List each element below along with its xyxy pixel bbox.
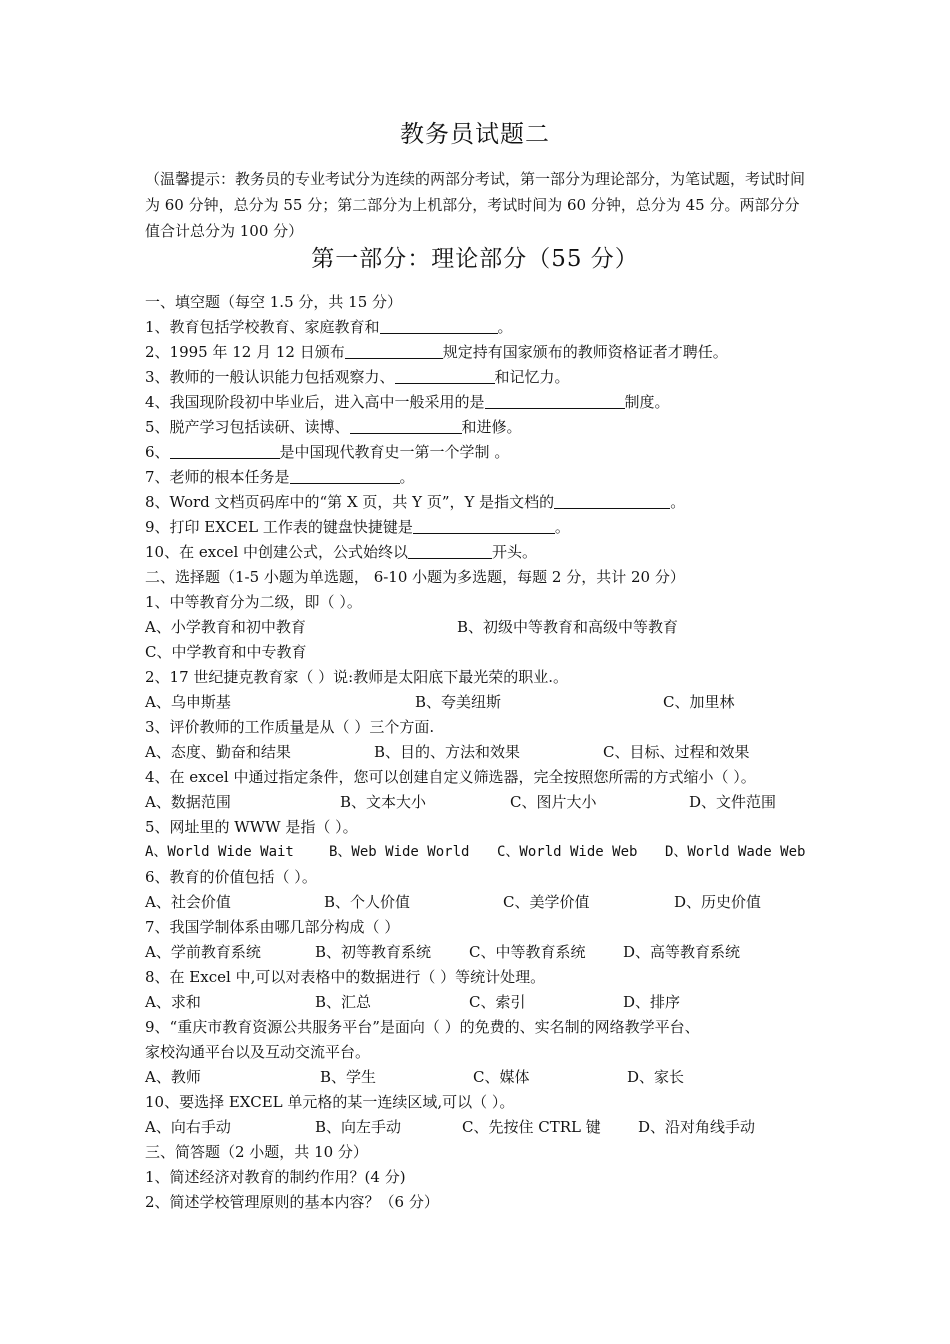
answer-blank — [485, 392, 625, 409]
choice-stem-5: 5、网址里的 WWW 是指（ ）。 — [145, 818, 358, 836]
answer-blank — [350, 417, 462, 434]
option-a: A、教师 — [145, 1068, 201, 1086]
choice-options-2 — [145, 690, 825, 715]
choice-stem-9-cont: 家校沟通平台以及互动交流平台。 — [145, 1043, 371, 1061]
fill-text: 。 — [670, 493, 686, 511]
fill-text: 7、老师的根本任务是 — [145, 468, 290, 486]
choice-options-6 — [145, 890, 825, 915]
section-heading-choice: 二、选择题（1-5 小题为单选题， 6-10 小题为多选题，每题 2 分，共计 20 分） — [145, 568, 685, 586]
option-c: C、美学价值 — [503, 893, 590, 911]
choice-stem-2: 2、17 世纪捷克教育家（ ）说:教师是太阳底下最光荣的职业.。 — [145, 668, 568, 686]
choice-options-1 — [145, 615, 825, 640]
fill-text: 。 — [497, 318, 513, 336]
option-b: B、初级中等教育和高级中等教育 — [457, 618, 679, 636]
fill-text: 开头。 — [492, 543, 538, 561]
option-a: A、社会价值 — [145, 893, 231, 911]
option-b: B、文本大小 — [340, 793, 427, 811]
option-d: D、历史价值 — [674, 893, 762, 911]
fill-text: 。 — [554, 518, 570, 536]
answer-blank — [345, 342, 443, 359]
choice-stem-6: 6、教育的价值包括（ ）。 — [145, 868, 317, 886]
fill-question-3 — [145, 365, 825, 390]
option-a: A、乌申斯基 — [145, 693, 231, 711]
option-d: D、沿对角线手动 — [638, 1118, 756, 1136]
choice-options-10 — [145, 1115, 825, 1140]
answer-blank — [395, 367, 495, 384]
option-b: B、目的、方法和效果 — [374, 743, 521, 761]
choice-options-5 — [145, 840, 825, 865]
answer-blank — [170, 442, 280, 459]
option-a: A、小学教育和初中教育 — [145, 618, 306, 636]
option-d: D、排序 — [623, 993, 681, 1011]
fill-question-10 — [145, 540, 825, 565]
answer-blank — [290, 467, 400, 484]
fill-text: 和进修。 — [461, 418, 522, 436]
fill-text: 规定持有国家颁布的教师资格证者才聘任。 — [442, 343, 728, 361]
choice-stem-4: 4、在 excel 中通过指定条件，您可以创建自定义筛选器，完全按照您所需的方式缩小（ ）。 — [145, 768, 756, 786]
option-b: B、个人价值 — [324, 893, 411, 911]
fill-question-2 — [145, 340, 825, 365]
page-title: 教务员试题二 — [400, 120, 550, 148]
fill-text: 10、在 excel 中创建公式，公式始终以 — [145, 543, 409, 561]
option-c: C、World Wide Web — [497, 844, 638, 860]
option-c: C、媒体 — [473, 1068, 530, 1086]
fill-text: 2、1995 年 12 月 12 日颁布 — [145, 343, 345, 361]
option-b: B、Web Wide World — [329, 844, 470, 860]
answer-blank — [380, 317, 498, 334]
option-d: D、World Wade Web — [665, 844, 806, 860]
exam-body — [145, 290, 825, 1215]
option-b: B、汇总 — [315, 993, 372, 1011]
fill-question-4 — [145, 390, 825, 415]
fill-text: 3、教师的一般认识能力包括观察力、 — [145, 368, 395, 386]
option-b: B、向左手动 — [315, 1118, 402, 1136]
choice-options-8 — [145, 990, 825, 1015]
option-c: C、索引 — [469, 993, 526, 1011]
choice-options-4 — [145, 790, 825, 815]
fill-question-8 — [145, 490, 825, 515]
choice-stem-9: 9、“重庆市教育资源公共服务平台”是面向（ ）的免费的、实名制的网络教学平台、 — [145, 1018, 700, 1036]
fill-text: 6、 — [145, 443, 170, 461]
option-b: B、夸美纽斯 — [415, 693, 502, 711]
fill-text: 8、Word 文档页码库中的“第 X 页，共 Y 页”，Y 是指文档的 — [145, 493, 555, 511]
option-d: D、文件范围 — [689, 793, 777, 811]
option-a: A、数据范围 — [145, 793, 231, 811]
choice-stem-7: 7、我国学制体系由哪几部分构成（ ） — [145, 918, 400, 936]
option-a: A、World Wide Wait — [145, 844, 294, 860]
option-d: D、高等教育系统 — [623, 943, 741, 961]
short-question-2: 2、简述学校管理原则的基本内容？（6 分） — [145, 1193, 439, 1211]
fill-question-5 — [145, 415, 825, 440]
fill-question-7 — [145, 465, 825, 490]
option-a: A、向右手动 — [145, 1118, 231, 1136]
answer-blank — [408, 542, 492, 559]
option-c: C、加里林 — [663, 693, 735, 711]
fill-text: 。 — [399, 468, 415, 486]
option-c: C、中等教育系统 — [469, 943, 586, 961]
choice-stem-3: 3、评价教师的工作质量是从（ ）三个方面. — [145, 718, 435, 736]
option-b: B、初等教育系统 — [315, 943, 432, 961]
choice-options-3 — [145, 740, 825, 765]
option-d: D、家长 — [627, 1068, 685, 1086]
fill-question-9 — [145, 515, 825, 540]
option-a: A、求和 — [145, 993, 201, 1011]
choice-options-9 — [145, 1065, 825, 1090]
option-c: C、目标、过程和效果 — [603, 743, 750, 761]
fill-text: 1、教育包括学校教育、家庭教育和 — [145, 318, 380, 336]
answer-blank — [554, 492, 670, 509]
fill-text: 是中国现代教育史一第一个学制 。 — [279, 443, 510, 461]
fill-question-6 — [145, 440, 825, 465]
option-c: C、中学教育和中专教育 — [145, 643, 307, 661]
short-question-1: 1、简述经济对教育的制约作用？(4 分) — [145, 1168, 406, 1186]
choice-stem-10: 10、要选择 EXCEL 单元格的某一连续区域,可以（ ）。 — [145, 1093, 515, 1111]
section-heading-short: 三、简答题（2 小题，共 10 分） — [145, 1143, 368, 1161]
fill-text: 4、我国现阶段初中毕业后，进入高中一般采用的是 — [145, 393, 485, 411]
choice-stem-8: 8、在 Excel 中,可以对表格中的数据进行（ ）等统计处理。 — [145, 968, 546, 986]
option-c: C、先按住 CTRL 键 — [462, 1118, 601, 1136]
fill-text: 制度。 — [624, 393, 670, 411]
fill-text: 9、打印 EXCEL 工作表的键盘快捷键是 — [145, 518, 413, 536]
choice-options-1b — [145, 640, 825, 665]
option-b: B、学生 — [320, 1068, 377, 1086]
answer-blank — [413, 517, 555, 534]
choice-stem-1: 1、中等教育分为二级，即（ ）。 — [145, 593, 362, 611]
choice-options-7 — [145, 940, 825, 965]
option-a: A、态度、勤奋和结果 — [145, 743, 291, 761]
fill-text: 5、脱产学习包括读研、读博、 — [145, 418, 350, 436]
exam-notice: （温馨提示：教务员的专业考试分为连续的两部分考试，第一部分为理论部分，为笔试题，考试时间为 60 分钟，总分为 55 分；第二部分为上机部分，考试时间为 60 分钟，总分为 45 分。两部分分值合计总分为 100 分） — [145, 170, 806, 240]
section-heading-fill: 一、填空题（每空 1.5 分，共 15 分） — [145, 293, 403, 311]
fill-question-1 — [145, 315, 825, 340]
part-title: 第一部分：理论部分（55 分） — [311, 246, 639, 272]
option-a: A、学前教育系统 — [145, 943, 261, 961]
option-c: C、图片大小 — [510, 793, 597, 811]
fill-text: 和记忆力。 — [494, 368, 570, 386]
